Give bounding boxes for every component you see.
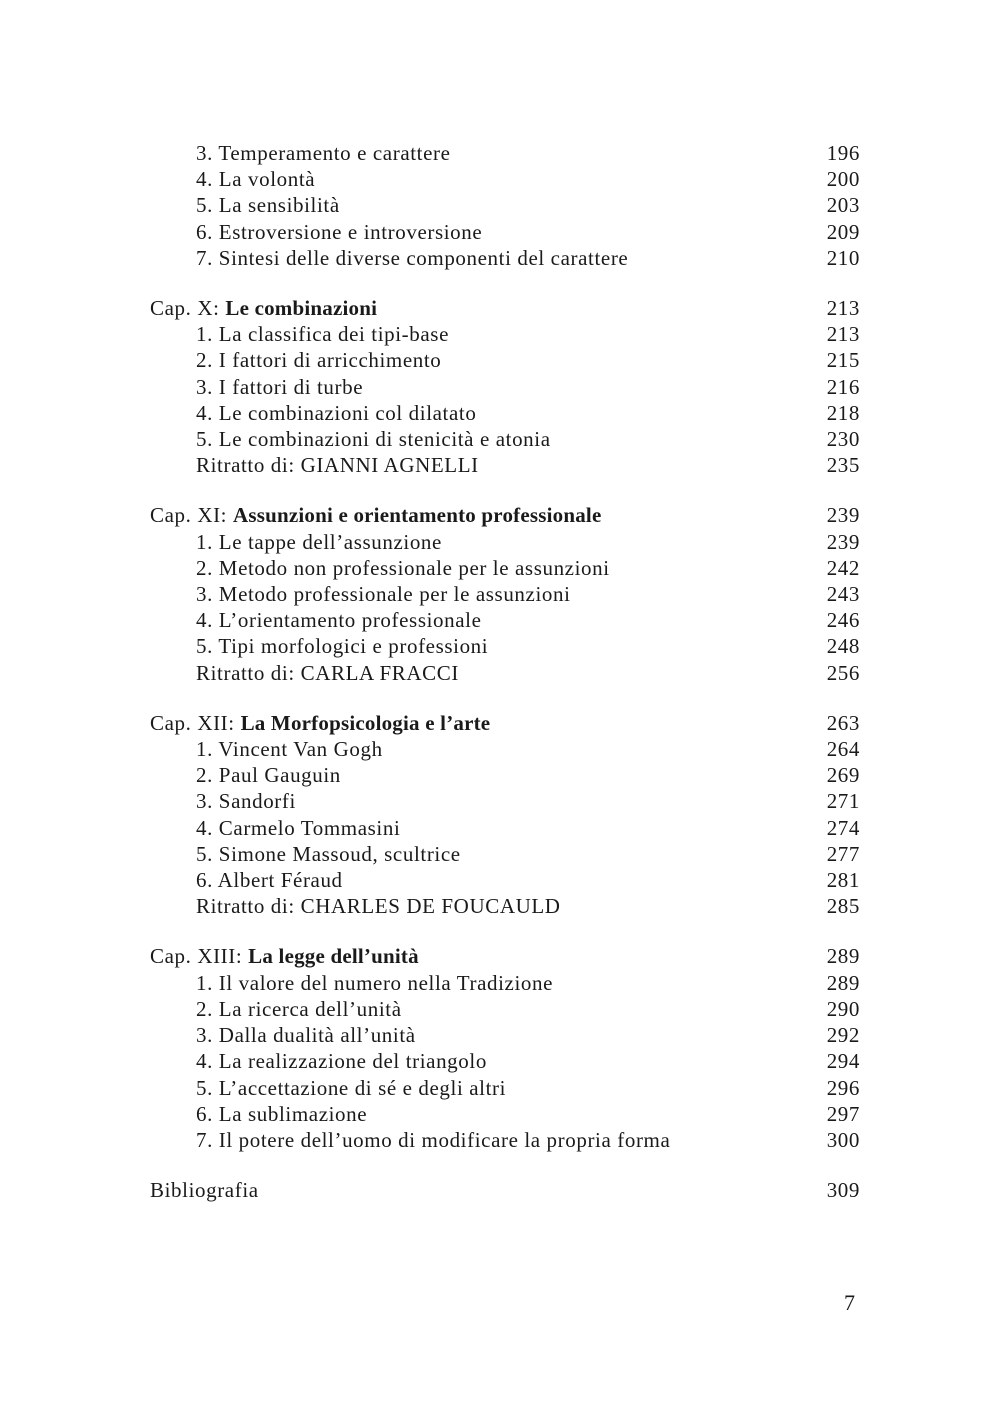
entry-page: 239 <box>826 529 860 554</box>
toc-entry <box>150 1048 860 1074</box>
entry-label: 3. I fattori di turbe <box>196 374 364 399</box>
toc-entry <box>150 633 860 659</box>
toc-sections <box>150 140 860 1153</box>
toc-entry <box>150 1022 860 1048</box>
toc-section <box>150 710 860 920</box>
toc-entry <box>150 347 860 373</box>
entry-page: 285 <box>826 894 860 919</box>
chapter-heading <box>150 710 860 736</box>
entry-page: 246 <box>826 608 860 633</box>
toc-section <box>150 295 860 478</box>
entry-page: 296 <box>826 1075 860 1100</box>
toc-entry <box>150 245 860 271</box>
bibliography-entry <box>150 1177 860 1203</box>
toc-entry <box>150 607 860 633</box>
toc-section <box>150 943 860 1153</box>
chapter-prefix: Cap. XIII: <box>150 944 243 969</box>
entry-page: 230 <box>826 427 860 452</box>
entry-page: 213 <box>826 322 860 347</box>
chapter-prefix: Cap. XI: <box>150 503 228 528</box>
entry-page: 294 <box>826 1049 860 1074</box>
chapter-page: 213 <box>826 296 860 321</box>
toc-entry <box>150 762 860 788</box>
entry-page: 248 <box>826 634 860 659</box>
entry-page: 203 <box>826 193 860 218</box>
entry-label: 3. Temperamento e carattere <box>196 141 451 165</box>
entry-page: 235 <box>826 453 860 478</box>
entry-page: 289 <box>826 970 860 995</box>
chapter-prefix: Cap. X: <box>150 296 220 321</box>
entry-page: 218 <box>826 400 860 425</box>
toc-entry <box>150 788 860 814</box>
entry-label: 7. Sintesi delle diverse componenti del carattere <box>196 245 629 270</box>
entry-page: 297 <box>826 1101 860 1126</box>
toc-entry <box>150 660 860 686</box>
entry-label: 5. L’accettazione di sé e degli altri <box>196 1075 507 1100</box>
chapter-heading <box>150 502 860 528</box>
toc-entry <box>150 426 860 452</box>
entry-page: 277 <box>826 841 860 866</box>
entry-label: 6. Albert Féraud <box>196 868 343 893</box>
entry-page: 292 <box>826 1023 860 1048</box>
toc-entry <box>150 400 860 426</box>
entry-label: 1. Il valore del numero nella Tradizione <box>196 970 553 995</box>
toc-entry <box>150 867 860 893</box>
toc-section <box>150 502 860 685</box>
entry-label: 5. Simone Massoud, scultrice <box>196 841 461 866</box>
entry-label: Ritratto di: CHARLES DE FOUCAULD <box>196 894 561 919</box>
chapter-title: La Morfopsicologia e l’arte <box>240 710 491 735</box>
entry-label: 2. Metodo non professionale per le assunzioni <box>196 555 610 580</box>
toc-entry <box>150 581 860 607</box>
chapter-page: 263 <box>826 710 860 735</box>
entry-label: 5. Tipi morfologici e professioni <box>196 634 489 659</box>
entry-label: 3. Metodo professionale per le assunzioni <box>196 582 571 607</box>
chapter-page: 289 <box>826 944 860 969</box>
entry-label: Ritratto di: GIANNI AGNELLI <box>196 453 479 478</box>
entry-page: 209 <box>826 219 860 244</box>
toc-entry <box>150 1075 860 1101</box>
entry-label: 4. Carmelo Tommasini <box>196 815 401 840</box>
bibliography-page: 309 <box>826 1178 860 1203</box>
entry-label: 4. L’orientamento professionale <box>196 608 482 633</box>
entry-page: 256 <box>826 660 860 685</box>
entry-label: 4. La volontà <box>196 167 316 192</box>
entry-page: 200 <box>826 167 860 192</box>
entry-label: 1. La classifica dei tipi-base <box>196 322 449 347</box>
toc-entry <box>150 192 860 218</box>
toc-entry <box>150 219 860 245</box>
chapter-label <box>150 710 490 736</box>
toc-entry <box>150 374 860 400</box>
chapter-title: Assunzioni e orientamento professionale <box>232 503 602 528</box>
chapter-heading <box>150 943 860 969</box>
chapter-title: La legge dell’unità <box>248 944 419 969</box>
entry-page: 290 <box>826 996 860 1021</box>
toc-entry <box>150 970 860 996</box>
toc-entry <box>150 815 860 841</box>
toc-entry <box>150 529 860 555</box>
entry-page: 281 <box>826 868 860 893</box>
entry-page: 216 <box>826 374 860 399</box>
entry-label: 1. Vincent Van Gogh <box>196 737 383 762</box>
entry-page: 271 <box>826 789 860 814</box>
toc-entry <box>150 1127 860 1153</box>
entry-page: 269 <box>826 763 860 788</box>
page-number: 7 <box>844 1290 855 1315</box>
chapter-label <box>150 502 601 528</box>
entry-label: 4. La realizzazione del triangolo <box>196 1049 487 1074</box>
entry-label: 2. Paul Gauguin <box>196 763 341 788</box>
entry-page: 264 <box>826 737 860 762</box>
toc-entry <box>150 166 860 192</box>
toc-entry <box>150 893 860 919</box>
entry-page: 243 <box>826 582 860 607</box>
chapter-title: Le combinazioni <box>225 296 378 321</box>
entry-label: Ritratto di: CARLA FRACCI <box>196 660 459 685</box>
entry-label: 7. Il potere dell’uomo di modificare la propria forma <box>196 1127 671 1152</box>
chapter-page: 239 <box>826 503 860 528</box>
chapter-label <box>150 295 377 321</box>
entry-label: 4. Le combinazioni col dilatato <box>196 400 477 425</box>
toc-entry <box>150 996 860 1022</box>
toc-entry <box>150 1101 860 1127</box>
chapter-heading <box>150 295 860 321</box>
entry-label: 3. Sandorfi <box>196 789 296 814</box>
entry-label: 6. La sublimazione <box>196 1101 368 1126</box>
entry-page: 210 <box>826 245 860 270</box>
entry-page: 196 <box>826 141 860 165</box>
table-of-contents <box>150 140 860 1203</box>
entry-label: 5. Le combinazioni di stenicità e atonia <box>196 427 551 452</box>
toc-section <box>150 140 860 271</box>
bibliography-label: Bibliografia <box>150 1178 259 1203</box>
entry-page: 242 <box>826 555 860 580</box>
entry-label: 2. I fattori di arricchimento <box>196 348 442 373</box>
toc-entry <box>150 555 860 581</box>
toc-entry <box>150 452 860 478</box>
entry-label: 3. Dalla dualità all’unità <box>196 1023 416 1048</box>
entry-page: 274 <box>826 815 860 840</box>
entry-label: 6. Estroversione e introversione <box>196 219 483 244</box>
entry-page: 300 <box>826 1127 860 1152</box>
entry-label: 1. Le tappe dell’assunzione <box>196 529 442 554</box>
chapter-prefix: Cap. XII: <box>150 710 235 735</box>
toc-entry <box>150 841 860 867</box>
entry-label: 2. La ricerca dell’unità <box>196 996 402 1021</box>
toc-entry <box>150 321 860 347</box>
entry-label: 5. La sensibilità <box>196 193 340 218</box>
entry-page: 215 <box>826 348 860 373</box>
chapter-label <box>150 943 419 969</box>
toc-entry <box>150 736 860 762</box>
toc-entry <box>150 140 860 166</box>
